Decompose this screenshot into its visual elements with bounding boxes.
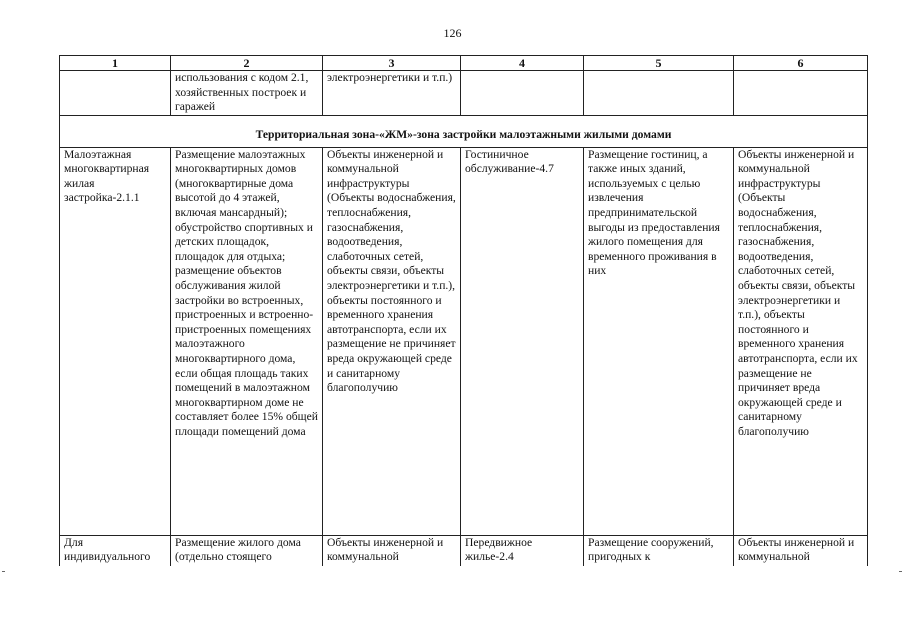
column-number: 5 xyxy=(584,56,734,71)
zone-title-row xyxy=(60,116,868,148)
table-row xyxy=(60,71,868,116)
table-cell xyxy=(584,71,734,116)
table-cell xyxy=(734,71,868,116)
table-cell: Размещение жилого дома (отдельно стоящего xyxy=(171,535,323,566)
table-cell: Передвижное жилье-2.4 xyxy=(461,535,584,566)
table-cell: Объекты инженерной и коммунальной инфраструктуры (Объекты водоснабжения, теплоснабжения, газоснабжения, водоотведения, слаботочных сетей, объекты связи, объекты электроэнергетики и т.п.), объекты постоянного и временного хранения автотранспорта, если их размещение не причиняет вреда окружающей среде и санитарному благополучию xyxy=(323,147,461,535)
page-edge-mark xyxy=(899,571,902,572)
table-cell: Объекты инженерной и коммунальной xyxy=(323,535,461,566)
table-row xyxy=(60,147,868,535)
column-number: 6 xyxy=(734,56,868,71)
land-use-table xyxy=(59,55,868,566)
table-header-row xyxy=(60,56,868,71)
table-cell: Объекты инженерной и коммунальной инфраструктуры (Объекты водоснабжения, теплоснабжения, газоснабжения, водоотведения, слаботочных сетей, объекты связи, объекты электроэнергетики и т.п.), объекты постоянного и временного хранения автотранспорта, если их размещение не причиняет вреда окружающей среде и санитарному благополучию xyxy=(734,147,868,535)
table-cell xyxy=(461,71,584,116)
column-number: 4 xyxy=(461,56,584,71)
table-cell: Размещение малоэтажных многоквартирных домов (многоквартирные дома высотой до 4 этажей, включая мансардный); обустройство спортивных и детских площадок, площадок для отдыха; размещение объектов обслуживания жилой застройки во встроенных, пристроенных и встроенно-пристроенных помещениях малоэтажного многоквартирного дома, если общая площадь таких помещений в малоэтажном многоквартирном доме не составляет более 15% общей площади помещений дома xyxy=(171,147,323,535)
table-row xyxy=(60,535,868,566)
page-edge-mark xyxy=(2,571,5,572)
column-number: 2 xyxy=(171,56,323,71)
table-cell: Для индивидуального xyxy=(60,535,171,566)
page-number: 126 xyxy=(443,26,462,40)
column-number: 3 xyxy=(323,56,461,71)
column-number: 1 xyxy=(60,56,171,71)
zone-title: Территориальная зона-«ЖМ»-зона застройки малоэтажными жилыми домами xyxy=(60,116,868,148)
table-cell: Размещение гостиниц, а также иных зданий, используемых с целью извлечения предпринимательской выгоды из предоставления жилого помещения для временного проживания в них xyxy=(584,147,734,535)
table-cell: использования с кодом 2.1, хозяйственных построек и гаражей xyxy=(171,71,323,116)
table-cell: Объекты инженерной и коммунальной xyxy=(734,535,868,566)
table-cell: Размещение сооружений, пригодных к xyxy=(584,535,734,566)
table-cell xyxy=(60,71,171,116)
table-cell: Гостиничное обслуживание-4.7 xyxy=(461,147,584,535)
table-cell: электроэнергетики и т.п.) xyxy=(323,71,461,116)
table-cell: Малоэтажная многоквартирная жилая застройка-2.1.1 xyxy=(60,147,171,535)
